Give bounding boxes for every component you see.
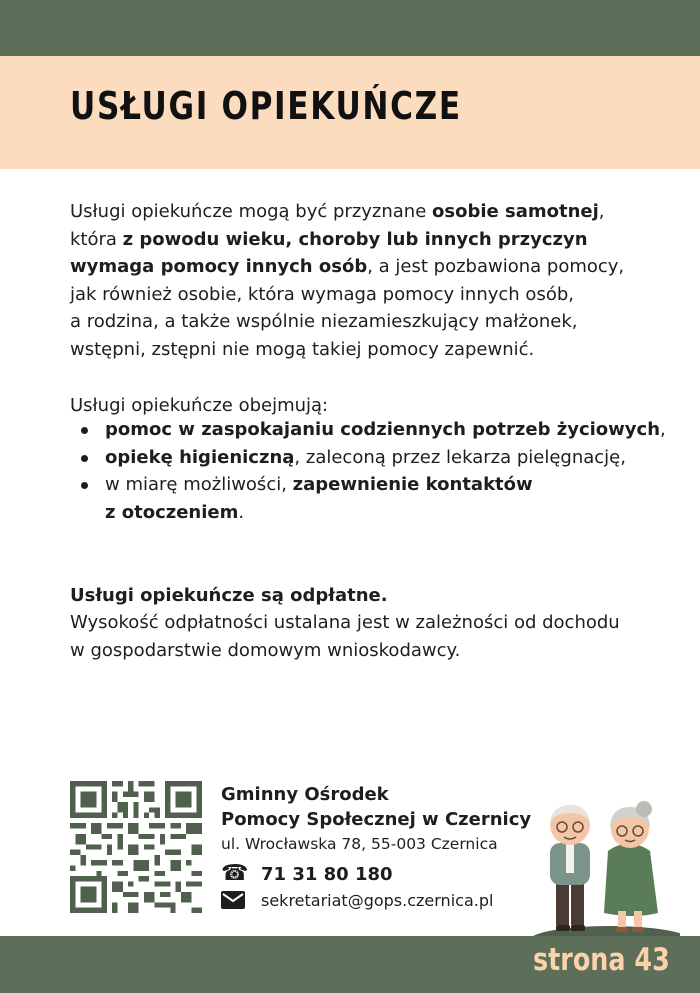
top-bar <box>0 0 700 56</box>
list-item: opiekę higieniczną, zaleconą przez lekarza pielęgnację, <box>78 444 666 472</box>
elderly-couple-illustration <box>530 795 680 940</box>
intro-line-4: jak również osobie, która wymaga pomocy innych osób, <box>70 283 574 305</box>
phone-row[interactable] <box>221 861 393 887</box>
phone-icon: ☎ <box>221 861 249 886</box>
intro-line-3: wymaga pomocy innych osób, a jest pozbawiona pomocy, <box>70 256 625 277</box>
page-number: strona 43 <box>533 942 670 978</box>
intro-paragraph <box>70 198 670 363</box>
phone-number[interactable]: 71 31 80 180 <box>261 863 393 885</box>
address: ul. Wrocławska 78, 55-003 Czernica <box>221 835 498 853</box>
email-link[interactable]: sekretariat@gops.czernica.pl <box>261 890 494 910</box>
email-row[interactable] <box>221 888 493 912</box>
intro-line-2: która z powodu wieku, choroby lub innych przyczyn <box>70 228 588 250</box>
qr-code-icon[interactable] <box>70 781 202 913</box>
scope-list <box>78 416 666 526</box>
intro-line-5: a rodzina, a także wspólnie niezamieszkujący małżonek, <box>70 311 578 332</box>
list-item: pomoc w zaspokajaniu codziennych potrzeb życiowych, <box>78 416 666 444</box>
intro-line-1: Usługi opiekuńcze mogą być przyznane osobie samotnej, <box>70 201 605 222</box>
payment-text: Wysokość odpłatności ustalana jest w zależności od dochodu w gospodarstwie domowym wnioskodawcy. <box>70 612 620 661</box>
organization-name: Gminny Ośrodek Pomocy Społecznej w Czernicy <box>221 784 532 830</box>
payment-title: Usługi opiekuńcze są odpłatne. <box>70 585 388 606</box>
page-title: USŁUGI OPIEKUŃCZE <box>70 84 462 128</box>
scope-intro: Usługi opiekuńcze obejmują: <box>70 395 329 416</box>
intro-line-6: wstępni, zstępni nie mogą takiej pomocy zapewnić. <box>70 338 535 360</box>
envelope-icon <box>221 888 261 912</box>
list-item: w miarę możliwości, zapewnienie kontaktów z otoczeniem. <box>78 471 666 526</box>
